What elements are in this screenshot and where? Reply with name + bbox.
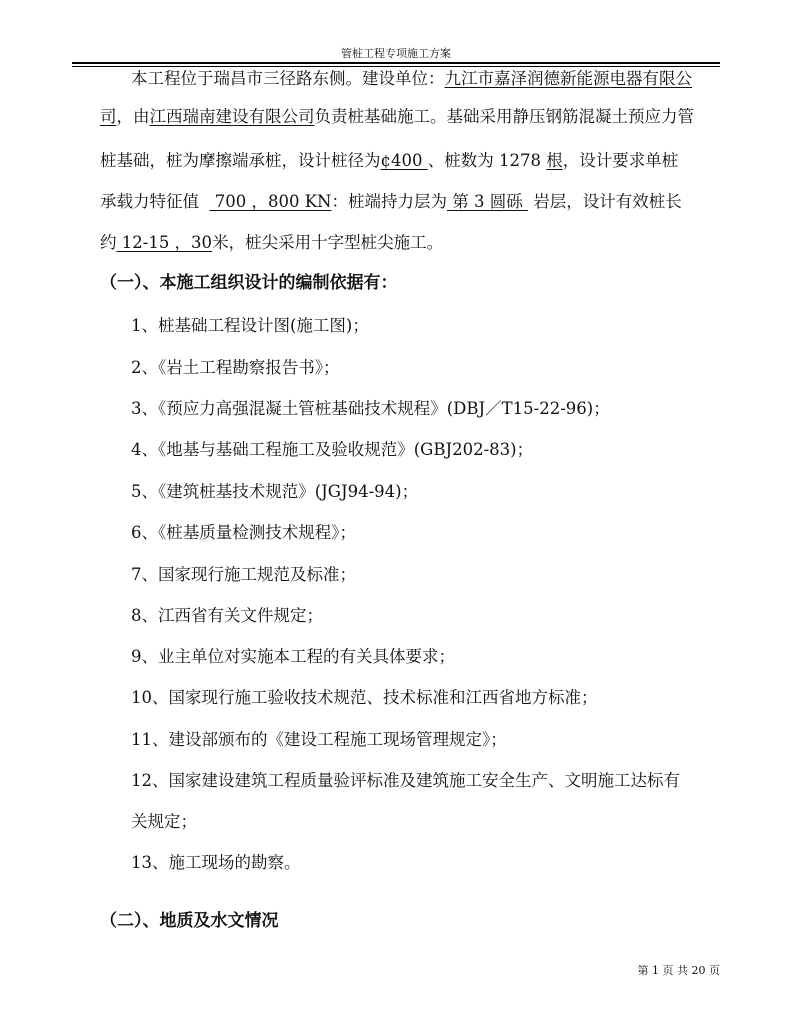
pile-count-unit: 根: [546, 151, 563, 170]
list-item: 2、《岩土工程勘察报告书》；: [131, 358, 340, 377]
intro-line-3: [100, 149, 678, 173]
section-heading-2: （二）、地质及水文情况: [100, 911, 279, 931]
client-name-end: 司: [100, 107, 117, 126]
list-item: 6、《桩基质量检测技术规程》；: [131, 523, 356, 542]
client-name: 九江市嘉泽润德新能源电器有限公: [444, 69, 692, 88]
list-item: 7、国家现行施工规范及标准；: [131, 565, 356, 584]
list-item: 13、施工现场的勘察。: [131, 853, 301, 872]
text-run: 、桩数为 1278: [427, 151, 547, 170]
header-rule-thick: [72, 62, 720, 64]
list-item: 10、国家现行施工验收技术规范、技术标准和江西省地方标准；: [131, 688, 598, 707]
section-heading-1: （一）、本施工组织设计的编制依据有：: [100, 273, 398, 293]
list-item: 5、《建筑桩基技术规范》(JGJ94-94)；: [131, 482, 419, 501]
contractor-name: 江西瑞南建设有限公司: [149, 107, 315, 126]
list-item: 3、《预应力高强混凝土管桩基础技术规程》(DBJ／T15-22-96)；: [131, 399, 610, 418]
pile-length: 12-15 ，30: [116, 233, 213, 252]
list-item: 12、国家建设建筑工程质量验评标准及建筑施工安全生产、文明施工达标有: [131, 771, 680, 790]
text-run: 承载力特征值: [100, 192, 199, 211]
list-item: 9、业主单位对实施本工程的有关具体要求；: [131, 647, 455, 666]
list-item-continuation: 关规定；: [131, 812, 197, 831]
bearing-layer: 第 3 圆砾: [447, 192, 528, 211]
text-run: 米，桩尖采用十字型桩尖施工。: [212, 233, 444, 252]
text-run: 岩层，设计有效桩长: [533, 192, 682, 211]
list-item: 4、《地基与基础工程施工及验收规范》(GBJ202-83)；: [131, 440, 534, 459]
intro-line-1: [131, 67, 692, 91]
text-run: 本工程位于瑞昌市三径路东侧。建设单位：: [131, 69, 445, 88]
pile-diameter: ¢400: [380, 151, 428, 170]
list-item: 11、建设部颁布的《建设工程施工现场管理规定》；: [131, 730, 507, 749]
page-header: 管桩工程专项施工方案: [341, 47, 451, 60]
bearing-capacity: 700 ，800 KN: [209, 192, 332, 211]
intro-line-5: [100, 231, 443, 255]
page-number: 第 1 页 共 20 页: [637, 964, 720, 977]
text-run: ，由: [116, 107, 150, 126]
list-item: 8、江西省有关文件规定；: [131, 606, 323, 625]
text-run: 负责桩基础施工。基础采用静压钢筋混凝土预应力管: [314, 107, 694, 126]
text-run: 桩基础，桩为摩擦端承桩，设计桩径为: [100, 151, 381, 170]
intro-line-2: [100, 105, 694, 129]
text-run: 约: [100, 233, 117, 252]
text-run: ：桩端持力层为: [331, 192, 447, 211]
list-item: 1、桩基础工程设计图(施工图)；: [131, 316, 369, 335]
intro-line-4: [100, 190, 682, 214]
text-run: ，设计要求单桩: [562, 151, 679, 170]
